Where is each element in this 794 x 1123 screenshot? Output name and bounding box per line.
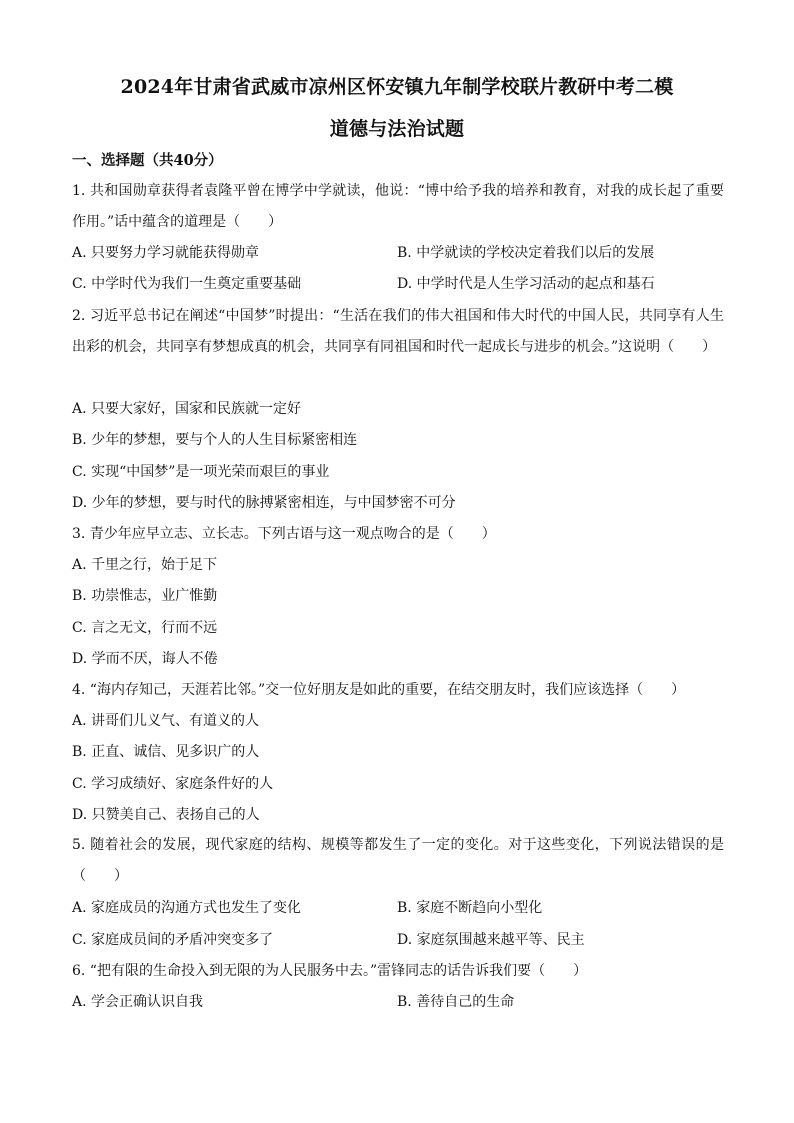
question-1-option-c: C. 中学时代为我们一生奠定重要基础	[72, 276, 302, 292]
section-heading: 一、选择题（共40分）	[72, 152, 223, 169]
question-5-option-a: A. 家庭成员的沟通方式也发生了变化	[72, 900, 302, 916]
question-3-option-b: B. 功崇惟志，业广惟勤	[72, 588, 218, 604]
question-1-option-a: A. 只要努力学习就能获得勋章	[72, 245, 260, 261]
question-6-stem: 6. “把有限的生命投入到无限的为人民服务中去。”雷锋同志的话告诉我们要（ ）	[72, 963, 588, 979]
question-5-option-b: B. 家庭不断趋向小型化	[397, 900, 543, 916]
question-2-option-d: D. 少年的梦想，要与时代的脉搏紧密相连，与中国梦密不可分	[72, 495, 456, 511]
question-4-stem: 4. “海内存知己，天涯若比邻。”交一位好朋友是如此的重要，在结交朋友时，我们应该选择（ ）	[72, 682, 686, 698]
question-3-stem: 3. 青少年应早立志、立长志。下列古语与这一观点吻合的是（ ）	[72, 526, 496, 542]
question-3-option-a: A. 千里之行，始于足下	[72, 557, 218, 573]
question-3-option-d: D. 学而不厌，诲人不倦	[72, 651, 218, 667]
question-1-stem: 1. 共和国勋章获得者袁隆平曾在博学中学就读，他说：“博中给予我的培养和教育，对我的成长起了重要作用。”话中蕴含的道理是（ ）	[72, 183, 724, 230]
question-4-option-a: A. 讲哥们儿义气、有道义的人	[72, 713, 260, 729]
question-5-stem: 5. 随着社会的发展，现代家庭的结构、规模等都发生了一定的变化。对于这些变化，下列说法错误的是（ ）	[72, 837, 724, 884]
question-2-option-b: B. 少年的梦想，要与个人的人生目标紧密相连	[72, 432, 358, 448]
exam-title: 2024年甘肃省武威市凉州区怀安镇九年制学校联片教研中考二模	[120, 76, 674, 98]
question-4-option-d: D. 只赞美自己、表扬自己的人	[72, 807, 260, 823]
question-5-option-d: D. 家庭氛围越来越平等、民主	[397, 932, 585, 948]
question-2-option-c: C. 实现“中国梦”是一项光荣而艰巨的事业	[72, 464, 330, 480]
exam-subtitle: 道德与法治试题	[329, 118, 465, 140]
question-4-option-b: B. 正直、诚信、见多识广的人	[72, 744, 260, 760]
question-2-option-a: A. 只要大家好，国家和民族就一定好	[72, 401, 302, 417]
question-1-option-b: B. 中学就读的学校决定着我们以后的发展	[397, 245, 655, 261]
question-4-option-c: C. 学习成绩好、家庭条件好的人	[72, 776, 274, 792]
question-1-option-d: D. 中学时代是人生学习活动的起点和基石	[397, 276, 655, 292]
question-6-option-a: A. 学会正确认识自我	[72, 994, 204, 1010]
question-2-stem: 2. 习近平总书记在阐述“中国梦”时提出：“生活在我们的伟大祖国和伟大时代的中国人民，共同享有人生出彩的机会，共同享有梦想成真的机会，共同享有同祖国和时代一起成长与进步的机会。”这说明（ ）	[72, 308, 724, 355]
question-6-option-b: B. 善待自己的生命	[397, 994, 515, 1010]
question-3-option-c: C. 言之无文，行而不远	[72, 620, 218, 636]
question-5-option-c: C. 家庭成员间的矛盾冲突变多了	[72, 932, 274, 948]
